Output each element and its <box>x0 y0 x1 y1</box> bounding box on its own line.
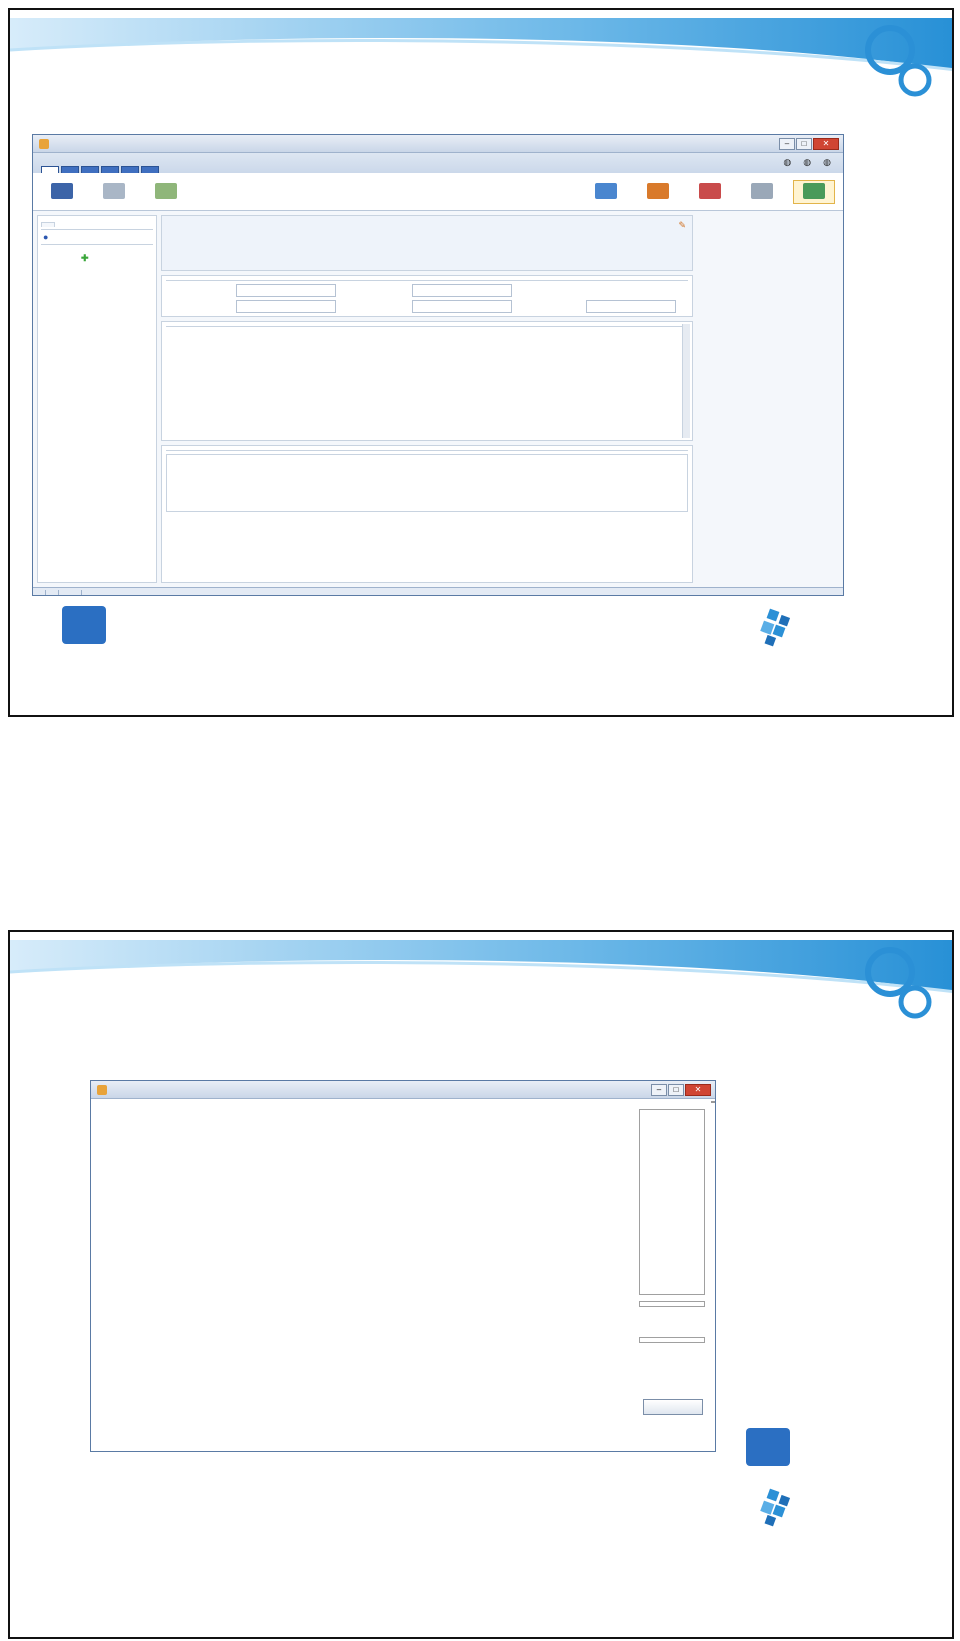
side-panel-label[interactable] <box>711 1101 715 1103</box>
pc-ambulance-logo <box>62 606 106 644</box>
chart-legend <box>639 1109 705 1295</box>
age-group-options <box>639 1337 705 1343</box>
md-access-icon <box>758 608 794 648</box>
status-bar <box>33 587 843 596</box>
exam-list-pane <box>37 215 157 583</box>
tab-ciselniky[interactable] <box>121 166 139 173</box>
graph-icon: ✎ <box>678 220 686 230</box>
help-link[interactable] <box>803 157 811 168</box>
tab-pojistovna[interactable] <box>61 166 79 173</box>
main-tabs <box>33 153 843 173</box>
card-index-button[interactable] <box>585 183 627 201</box>
patient-card-icon <box>803 183 825 199</box>
calendar-icon <box>699 183 721 199</box>
tab-ordinace[interactable] <box>41 166 59 173</box>
slide-rustove-grafy <box>8 930 954 1639</box>
center-pane <box>161 215 693 583</box>
app-icon <box>39 139 49 149</box>
weight-field[interactable] <box>412 284 512 297</box>
alert-icon <box>751 183 773 199</box>
toolbar <box>33 173 843 211</box>
print-icon <box>103 183 125 199</box>
measurement-panel <box>161 275 693 317</box>
print-chart-button[interactable] <box>643 1399 703 1415</box>
reports-icon <box>155 183 177 199</box>
pc-ambulance-logo <box>746 1428 790 1466</box>
graph-window <box>90 1080 716 1452</box>
queue-icon <box>647 183 669 199</box>
systolic-field[interactable] <box>236 300 336 313</box>
header-swoosh <box>10 10 954 130</box>
close-button[interactable]: ✕ <box>813 138 839 150</box>
exam-header-panel <box>161 215 693 271</box>
queue-button[interactable] <box>637 183 679 201</box>
tab-konfigurace[interactable] <box>141 166 159 173</box>
md-access-logo <box>758 608 800 648</box>
check-button[interactable] <box>71 595 77 597</box>
comment-link[interactable] <box>783 157 791 168</box>
md-access-logo <box>758 1488 800 1528</box>
slide-prohlidky <box>8 8 954 717</box>
calendar-button[interactable] <box>689 183 731 201</box>
reports-button[interactable] <box>145 183 187 201</box>
comment-icon: ◍ <box>783 157 792 167</box>
support-link[interactable] <box>823 157 831 168</box>
patient-summary-pane <box>697 215 839 583</box>
md-access-icon <box>758 1488 794 1528</box>
graph-button[interactable] <box>678 220 686 231</box>
minimize-button[interactable]: – <box>651 1084 667 1096</box>
patient-card-button[interactable] <box>793 180 835 204</box>
conclusion-panel <box>161 445 693 583</box>
help-icon: ◍ <box>803 157 812 167</box>
maximize-button[interactable]: □ <box>668 1084 684 1096</box>
save-icon <box>51 183 73 199</box>
pulse-field[interactable] <box>586 300 676 313</box>
card-index-icon <box>595 183 617 199</box>
alerts-button[interactable] <box>741 183 783 201</box>
exam-scrollbar[interactable] <box>682 324 690 438</box>
save-button[interactable] <box>41 183 83 201</box>
app-icon <box>97 1085 107 1095</box>
exam-list-item[interactable]: ● <box>41 229 153 245</box>
conclusion-textarea[interactable] <box>166 454 688 512</box>
tab-preventivni[interactable] <box>41 222 55 227</box>
support-icon: ◍ <box>823 157 831 167</box>
md-comfort-window <box>32 134 844 596</box>
height-field[interactable] <box>236 284 336 297</box>
header-swoosh <box>10 932 954 1052</box>
new-exam-button[interactable] <box>81 253 153 264</box>
display-options <box>639 1301 705 1307</box>
print-button[interactable] <box>93 183 135 201</box>
tab-statistika[interactable] <box>81 166 99 173</box>
minimize-button[interactable]: – <box>779 138 795 150</box>
main-body <box>33 211 843 587</box>
close-button[interactable]: ✕ <box>685 1084 711 1096</box>
growth-chart <box>91 1101 637 1431</box>
plus-icon: ✚ <box>81 253 89 263</box>
examination-panel <box>161 321 693 441</box>
graph-window-titlebar <box>91 1081 715 1099</box>
maximize-button[interactable]: □ <box>796 138 812 150</box>
window-titlebar <box>33 135 843 153</box>
diastolic-field[interactable] <box>412 300 512 313</box>
tab-komunikace[interactable] <box>101 166 119 173</box>
